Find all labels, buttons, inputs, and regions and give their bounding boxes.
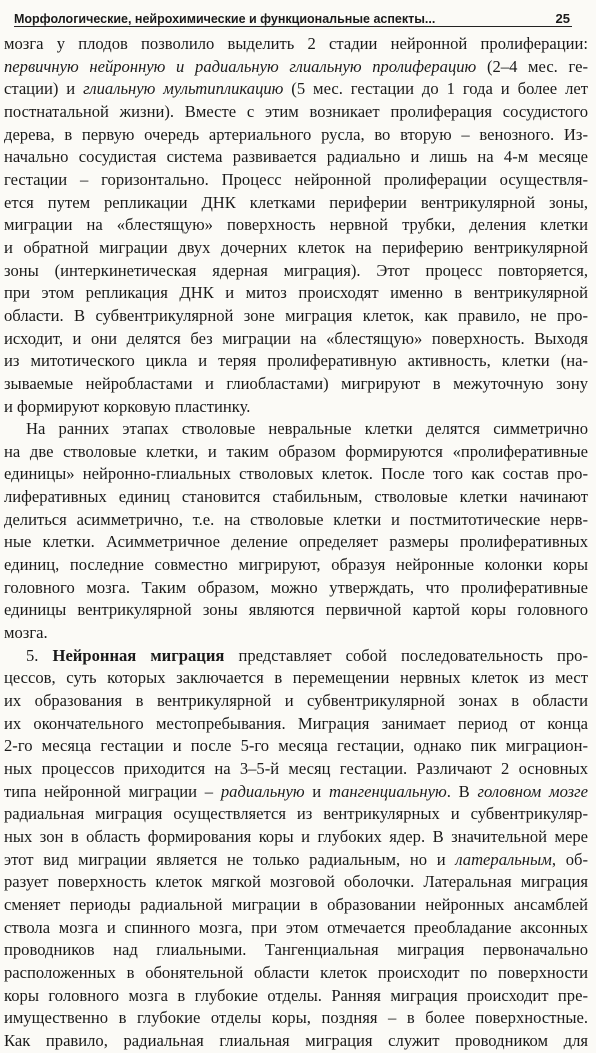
text-line — [4, 985, 588, 1008]
italic-term: радиальную — [220, 781, 305, 801]
text-run: имущественно в глубокие отделы коры, поздняя – в более поверхностные. — [4, 1008, 588, 1028]
text-line — [4, 803, 588, 826]
text-run: и обратной миграции двух дочерних клеток на периферию вентрикулярной — [4, 237, 588, 257]
text-run: радиальная миграция осуществляется из вентрикулярных и субвентрикуляр- — [4, 804, 588, 824]
text-line — [4, 373, 588, 396]
text-line — [4, 577, 588, 600]
text-run: постнатальной жизни). Вместе с этим возникает пролиферация сосудистого — [4, 101, 588, 121]
text-run: их окончательного местопребывания. Миграция занимает период от конца — [4, 713, 588, 733]
text-run: из митотического цикла и теряя пролиферативную активность, клетки (на- — [4, 351, 588, 371]
text-line — [4, 101, 588, 124]
text-run: этот вид миграции является не только радиальным, но и — [4, 849, 456, 869]
text-line — [4, 282, 588, 305]
text-line — [4, 531, 588, 554]
text-line — [4, 690, 588, 713]
text-run: единицы» нейронно-глиальных стволовых клеток. После того как состав про- — [4, 464, 588, 484]
text-run: На ранних этапах стволовые невральные клетки делятся симметрично — [26, 419, 588, 439]
text-run: ется путем репликации ДНК клетками периферии вентрикулярной зоны, — [4, 192, 588, 212]
text-run: мозга у плодов позволило выделить 2 стадии нейронной пролиферации: — [4, 34, 588, 53]
text-run: (2–4 мес. ге- — [476, 56, 588, 76]
text-line — [4, 328, 588, 351]
text-line — [4, 645, 588, 668]
text-line — [4, 463, 588, 486]
text-run: мозга. — [4, 623, 48, 643]
text-line — [4, 124, 588, 147]
text-line — [4, 237, 588, 260]
text-line — [4, 1007, 588, 1030]
text-line — [4, 146, 588, 169]
text-line — [4, 33, 588, 56]
text-run: делиться асимметрично, т.е. на стволовые клетки и постмитотические нерв- — [4, 509, 588, 529]
text-run: Как правило, радиальная глиальная миграция служит проводником для — [4, 1030, 588, 1050]
text-line — [4, 871, 588, 894]
text-run: зоны (интеркинетическая ядерная миграция). Этот процесс повторяется, — [4, 260, 588, 280]
text-run: расположенных в обонятельной области клеток происходит по поверхности — [4, 962, 588, 982]
italic-term: головном мозге — [477, 781, 588, 801]
text-run: ных зон в область формирования коры и глубоких ядер. В значительной мере — [4, 826, 588, 846]
text-line — [4, 78, 588, 101]
text-line — [4, 781, 588, 804]
text-run: . В — [446, 781, 478, 801]
text-run: гестации – горизонтально. Процесс нейронной пролиферации осуществля- — [4, 169, 588, 189]
text-line — [4, 214, 588, 237]
text-line — [4, 713, 588, 736]
italic-term: тангенциальную — [328, 781, 447, 801]
text-line — [4, 622, 588, 645]
text-line — [4, 917, 588, 940]
text-run: области. В субвентрикулярной зоне миграция клеток, как правило, не про- — [4, 305, 588, 325]
text-run: начально сосудистая система развивается радиально и лишь на 4-м месяце — [4, 147, 588, 167]
text-run: сменяет периоды радиальной миграции в образовании нейронных ансамблей — [4, 894, 588, 914]
text-run: и формируют корковую пластинку. — [4, 396, 251, 416]
text-run: исходит, и они делятся без миграции на «блестящую» поверхность. Выходя — [4, 328, 588, 348]
text-run: проводников над глиальными. Тангенциальная миграция первоначально — [4, 940, 588, 960]
running-header — [14, 4, 572, 27]
italic-term: первичную нейронную и радиальную глиальную пролиферацию — [4, 56, 477, 76]
text-run: единицы вентрикулярной зоны являются первичной картой коры головного — [4, 600, 588, 620]
body-text — [4, 33, 588, 1053]
text-run: при этом репликация ДНК и митоз происходят именно в вентрикулярной — [4, 283, 588, 303]
text-run: дерева, в первую очередь артериального русла, во вторую – венозного. Из- — [4, 124, 588, 144]
text-run: (5 мес. гестации до 1 года и более лет — [283, 79, 588, 99]
text-line — [4, 758, 588, 781]
text-line — [4, 894, 588, 917]
text-line — [4, 396, 588, 419]
text-line — [4, 962, 588, 985]
text-line — [4, 599, 588, 622]
text-line — [4, 192, 588, 215]
text-run: ных процессов приходится на 3–5-й месяц гестации. Различают 2 основных — [4, 759, 588, 778]
text-line — [4, 735, 588, 758]
text-line — [4, 486, 588, 509]
bold-term: Нейронная миграция — [52, 645, 225, 665]
text-line — [4, 849, 588, 872]
text-run: типа нейронной миграции – — [4, 781, 221, 801]
text-run: 5. — [26, 645, 53, 665]
text-run: лиферативных единиц становится стабильным, стволовые клетки начинают — [4, 487, 588, 507]
text-line — [4, 418, 588, 441]
page-number: 25 — [555, 11, 570, 26]
text-run: на две стволовые клетки, и таким образом формируются «пролиферативные — [4, 441, 588, 461]
text-line — [4, 826, 588, 849]
text-line — [4, 1030, 588, 1053]
text-run: цессов, суть которых заключается в перемещении нервных клеток из мест — [4, 668, 588, 688]
text-line — [4, 350, 588, 373]
text-line — [4, 260, 588, 283]
text-run: представляет собой последовательность про- — [224, 645, 588, 665]
text-run: , об- — [551, 849, 589, 869]
text-run: коры головного мозга в глубокие отделы. Ранняя миграция происходит пре- — [4, 985, 588, 1005]
text-run: миграции на «блестящую» поверхность нервной трубки, деления клетки — [4, 215, 588, 235]
text-line — [4, 441, 588, 464]
text-line — [4, 554, 588, 577]
text-run: их образования в вентрикулярной и субвентрикулярной зонах в области — [4, 691, 588, 711]
italic-term: латеральным — [455, 849, 552, 869]
text-run: ствола мозга и спинного мозга, при этом отмечается преобладание аксонных — [4, 917, 588, 937]
text-run: ные клетки. Асимметричное деление определяет размеры пролиферативных — [4, 532, 588, 552]
text-run: разует поверхность клеток мягкой мозговой оболочки. Латеральная миграция — [4, 872, 588, 892]
text-run: 2-го месяца гестации и после 5-го месяца гестации, однако пик миграцион- — [4, 736, 588, 756]
text-run: и — [304, 781, 329, 801]
text-line — [4, 509, 588, 532]
text-line — [4, 667, 588, 690]
text-line — [4, 169, 588, 192]
text-line — [4, 56, 588, 79]
running-title: Морфологические, нейрохимические и функциональные аспекты... — [14, 12, 436, 26]
text-run: зываемые нейробластами и глиобластами) мигрируют в межуточную зону — [4, 373, 588, 393]
text-run: единиц, последние совместно мигрируют, образуя нейронные колонки коры — [4, 555, 588, 575]
text-run: стации) и — [4, 79, 84, 99]
text-line — [4, 939, 588, 962]
text-run: головного мозга. Таким образом, можно утверждать, что пролиферативные — [4, 577, 588, 597]
text-line — [4, 305, 588, 328]
italic-term: глиальную мультипликацию — [83, 79, 284, 99]
